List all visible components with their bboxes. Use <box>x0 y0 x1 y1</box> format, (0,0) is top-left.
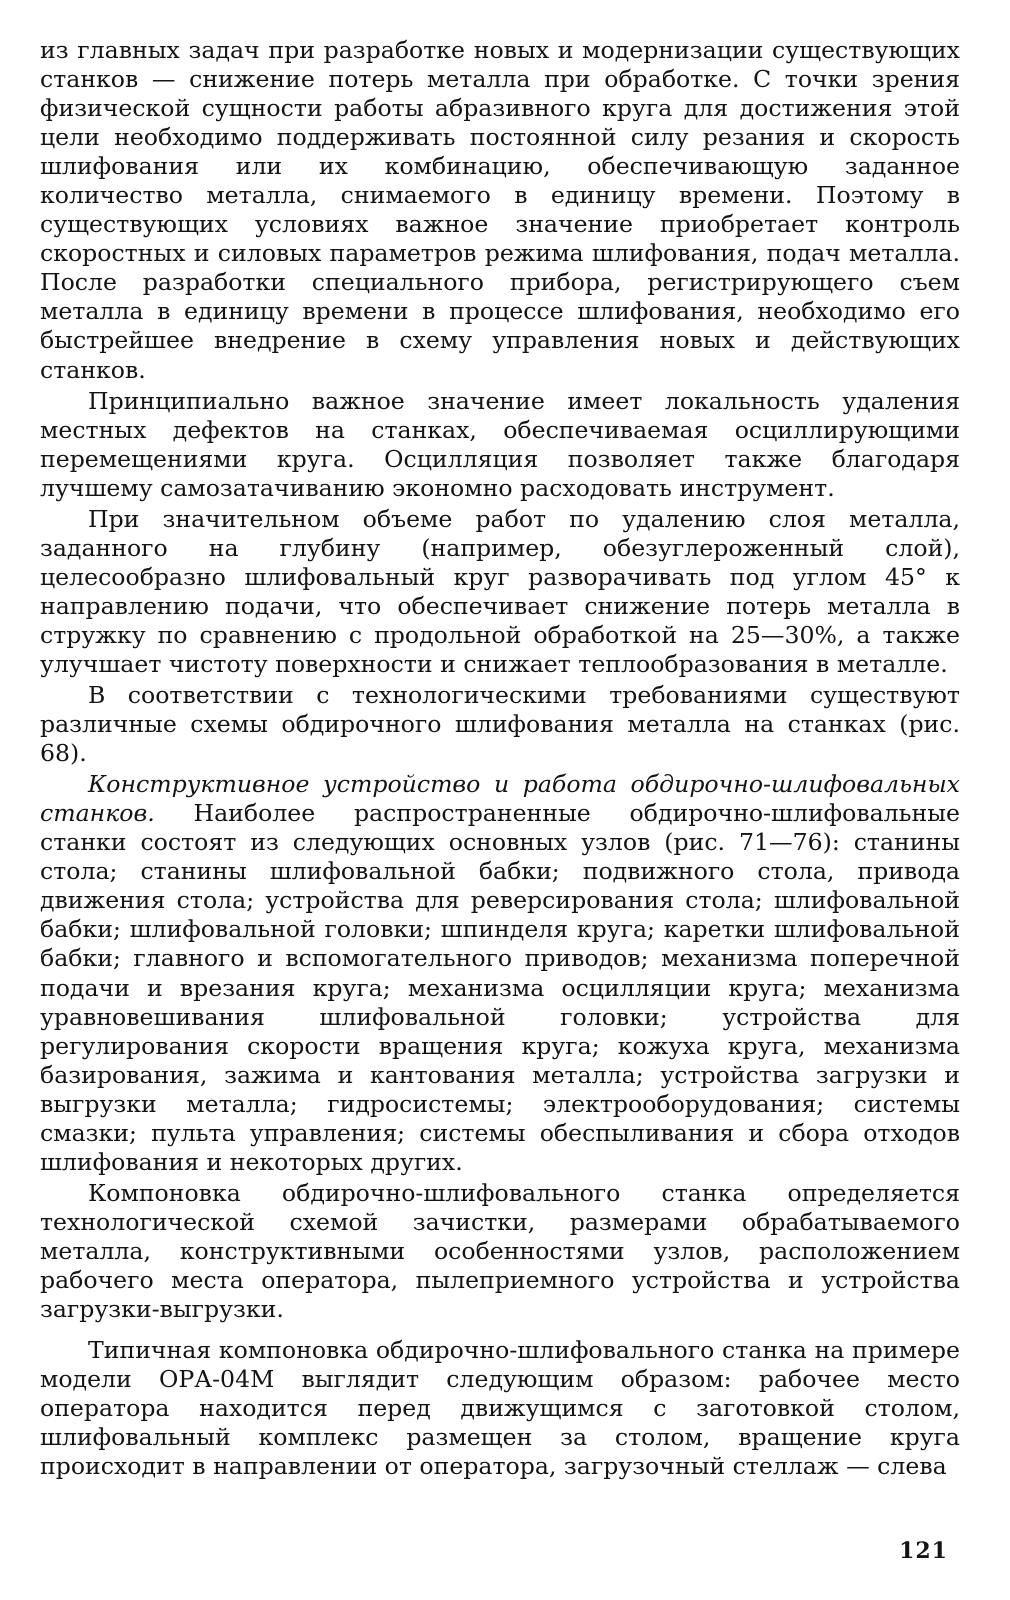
paragraph-oscillation: Принципиально важное значение имеет локальность удаления местных дефектов на станках, обеспечиваемая осциллирующими перемещениями круга. Осцилляция позволяет также благодаря лучшему самозатачиванию экономно расходовать инструмент. <box>40 386 960 502</box>
paragraph-construction-text: Наиболее распространенные обдирочно-шлифовальные станки состоят из следующих основных узлов (рис. 71—76): станины стола; станины шлифовальной бабки; подвижного стола, привода движения стола; устройства для реверсирования стола; шлифовальной бабки; шлифовальной головки; шпинделя круга; каретки шлифовальной бабки; главного и вспомогательного приводов; механизма поперечной подачи и врезания круга; механизма осцилляции круга; механизма уравновешивания шлифовальной головки; устройства для регулирования скорости вращения круга; кожуха круга, механизма базирования, зажима и кантования металла; устройства загрузки и выгрузки металла; гидросистемы; электрооборудования; системы смазки; пульта управления; системы обеспыливания и сбора отходов шлифования и некоторых других. <box>40 799 960 1176</box>
page-number: 121 <box>899 1538 948 1564</box>
paragraph-typical-layout: Типичная компоновка обдирочно-шлифовального станка на примере модели ОРА-04М выглядит следующим образом: рабочее место оператора находится перед движущимся с заготовкой столом, шлифовальный комплекс размещен за столом, вращение круга происходит в направлении от оператора, загрузочный стеллаж — слева <box>40 1336 960 1481</box>
page-body <box>40 36 960 1566</box>
paragraph-wheel-angle: При значительном объеме работ по удалению слоя металла, заданного на глубину (например, обезуглероженный слой), целесообразно шлифовальный круг разворачивать под углом 45° к направлению подачи, что обеспечивает снижение потерь металла в стружку по сравнению с продольной обработкой на 25—30%, а также улучшает чистоту поверхности и снижает теплообразования в металле. <box>40 504 960 678</box>
paragraph-intro-continuation: из главных задач при разработке новых и модернизации существующих станков — снижение потерь металла при обработке. С точки зрения физической сущности работы абразивного круга для достижения этой цели необходимо поддерживать постоянной силу резания и скорость шлифования или их комбинацию, обеспечивающую заданное количество металла, снимаемого в единицу времени. Поэтому в существующих условиях важное значение приобретает контроль скоростных и силовых параметров режима шлифования, подач металла. После разработки специального прибора, регистрирующего съем металла в единицу времени в процессе шлифования, необходимо его быстрейшее внедрение в схему управления новых и действующих станков. <box>40 36 960 384</box>
section-heading-construction: Конструктивное устройство и работа обдирочно-шлифовальных станков. <box>40 770 960 828</box>
paragraph-schemes: В соответствии с технологическими требованиями существуют различные схемы обдирочного шлифования металла на станках (рис. 68). <box>40 681 960 768</box>
paragraph-layout: Компоновка обдирочно-шлифовального станка определяется технологической схемой зачистки, размерами обрабатываемого металла, конструктивными особенностями узлов, расположением рабочего места оператора, пылеприемного устройства и устройства загрузки-выгрузки. <box>40 1178 960 1324</box>
paragraph-construction <box>40 770 960 1177</box>
